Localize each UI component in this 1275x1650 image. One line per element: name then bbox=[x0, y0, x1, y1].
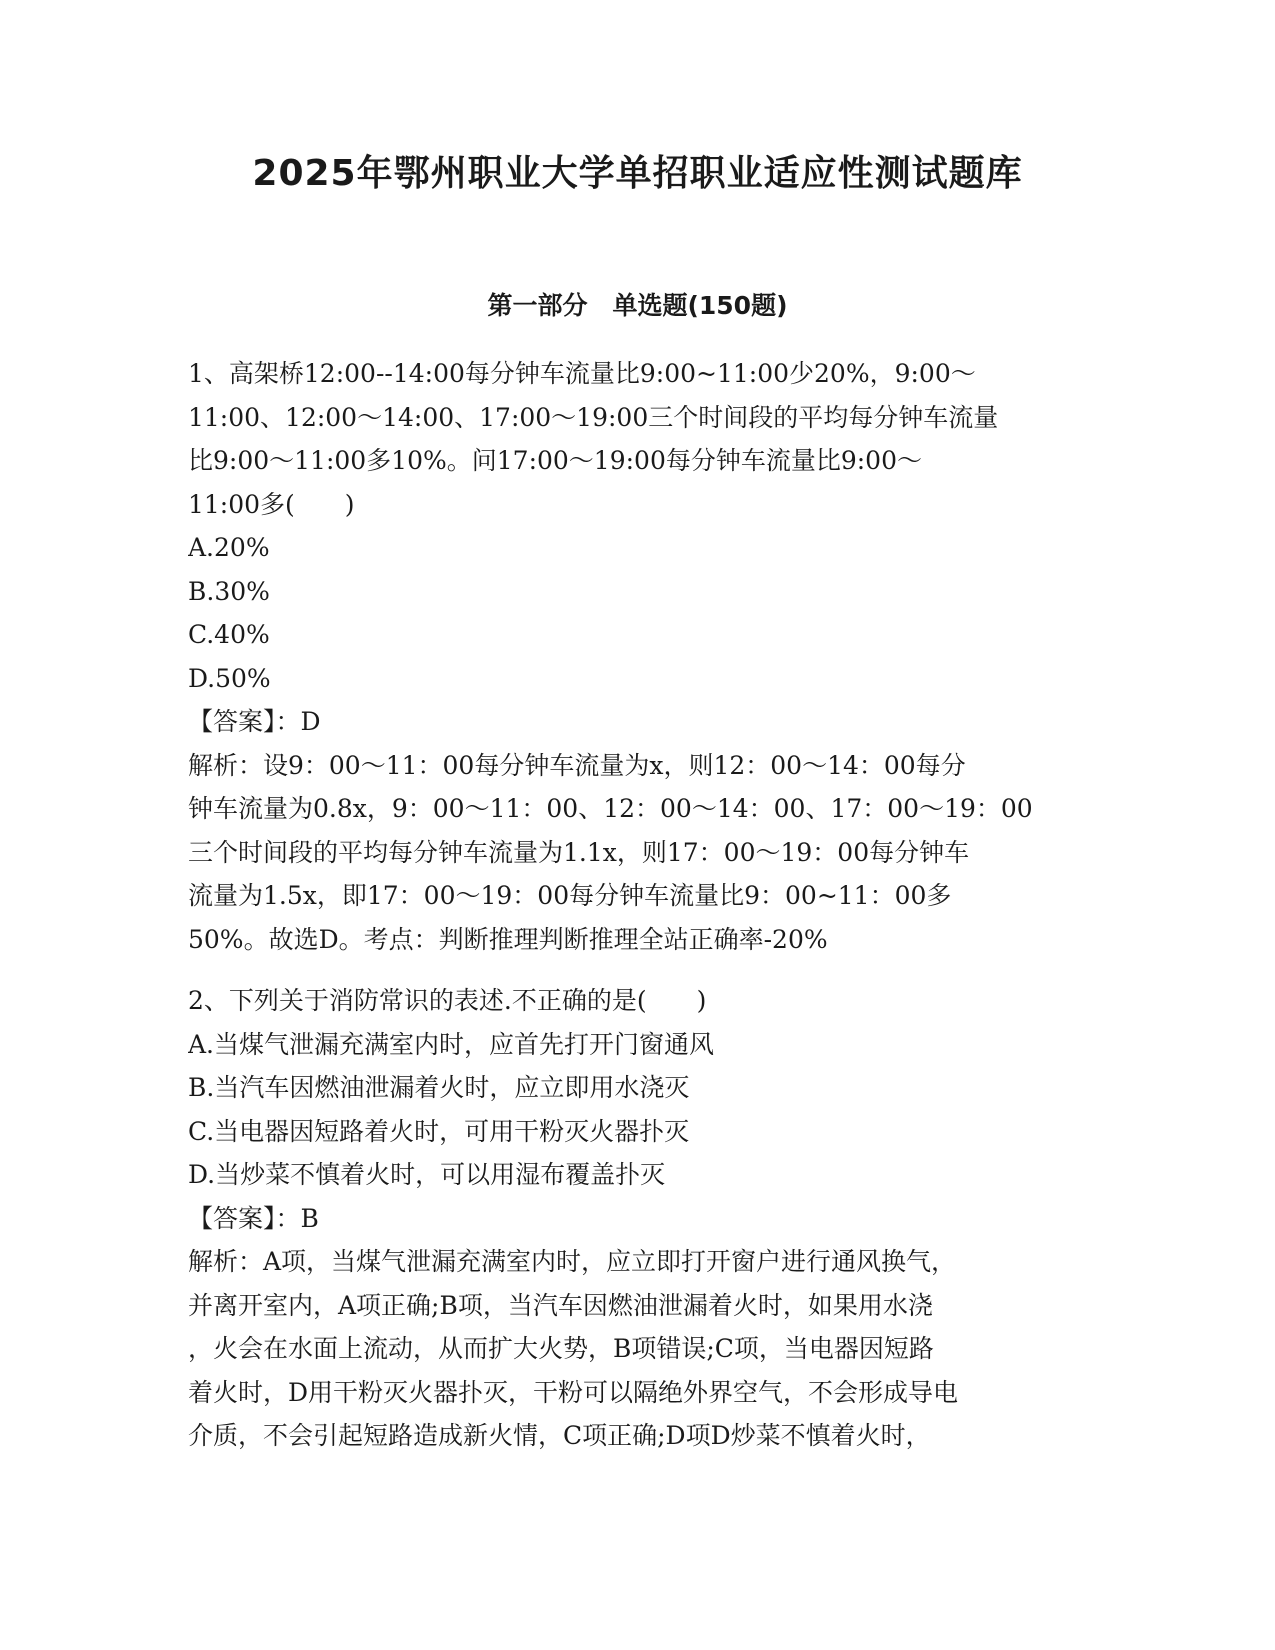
option-d: D.50% bbox=[188, 663, 271, 693]
question-spacer bbox=[188, 961, 1088, 979]
analysis-line: 解析：A项，当煤气泄漏充满室内时，应立即打开窗户进行通风换气， bbox=[188, 1247, 957, 1276]
option-c: C.40% bbox=[188, 620, 270, 649]
analysis bbox=[188, 1240, 1088, 1458]
answer-line: 【答案】：B bbox=[188, 1203, 319, 1233]
analysis-line: 并离开室内，A项正确;B项，当汽车因燃油泄漏着火时，如果用水浇 bbox=[188, 1290, 933, 1320]
question-stem bbox=[188, 352, 1088, 526]
stem-line: 1、高架桥12:00--14:00每分钟车流量比9:00~11:00少20%，9:00～ bbox=[188, 359, 976, 388]
analysis-line: 流量为1.5x，即17：00～19：00每分钟车流量比9：00~11：00多 bbox=[188, 881, 952, 910]
stem-line: 2、下列关于消防常识的表述.不正确的是( ) bbox=[188, 986, 707, 1015]
analysis-line: 解析：设9：00～11：00每分钟车流量为x，则12：00～14：00每分 bbox=[188, 750, 966, 780]
question-item bbox=[188, 979, 1088, 1458]
option-a: A.当煤气泄漏充满室内时，应首先打开门窗通风 bbox=[188, 1029, 715, 1059]
section-title: 第一部分 单选题(150题) bbox=[487, 291, 788, 320]
option-d: D.当炒菜不慎着火时，可以用湿布覆盖扑灭 bbox=[188, 1160, 666, 1189]
analysis bbox=[188, 744, 1088, 962]
document-title: 2025年鄂州职业大学单招职业适应性测试题库 bbox=[252, 153, 1023, 194]
stem-line: 11:00多( ) bbox=[188, 489, 355, 519]
option-a: A.20% bbox=[188, 533, 270, 562]
stem-line: 比9:00～11:00多10%。问17:00～19:00每分钟车流量比9:00～ bbox=[188, 446, 922, 475]
option-list bbox=[188, 526, 1088, 700]
analysis-line: 介质，不会引起短路造成新火情，C项正确;D项D炒菜不慎着火时， bbox=[188, 1421, 931, 1450]
question-item bbox=[188, 352, 1088, 961]
answer-line: 【答案】：D bbox=[188, 707, 321, 736]
analysis-line: 50%。故选D。考点：判断推理判断推理全站正确率-20% bbox=[188, 924, 828, 954]
analysis-line: 着火时，D用干粉灭火器扑灭，干粉可以隔绝外界空气，不会形成导电 bbox=[188, 1377, 959, 1407]
analysis-line: 三个时间段的平均每分钟车流量为1.1x，则17：00～19：00每分钟车 bbox=[188, 837, 970, 867]
stem-line: 11:00、12:00～14:00、17:00～19:00三个时间段的平均每分钟车流量 bbox=[188, 402, 999, 432]
option-b: B.30% bbox=[188, 576, 270, 606]
question-stem bbox=[188, 979, 1088, 1023]
option-c: C.当电器因短路着火时，可用干粉灭火器扑灭 bbox=[188, 1116, 690, 1146]
analysis-line: 钟车流量为0.8x，9：00～11：00、12：00～14：00、17：00～19：00 bbox=[188, 794, 1033, 823]
analysis-line: ，火会在水面上流动，从而扩大火势，B项错误;C项，当电器因短路 bbox=[188, 1334, 934, 1363]
option-b: B.当汽车因燃油泄漏着火时，应立即用水浇灭 bbox=[188, 1073, 690, 1102]
option-list bbox=[188, 1023, 1088, 1197]
question-list bbox=[188, 352, 1088, 1458]
